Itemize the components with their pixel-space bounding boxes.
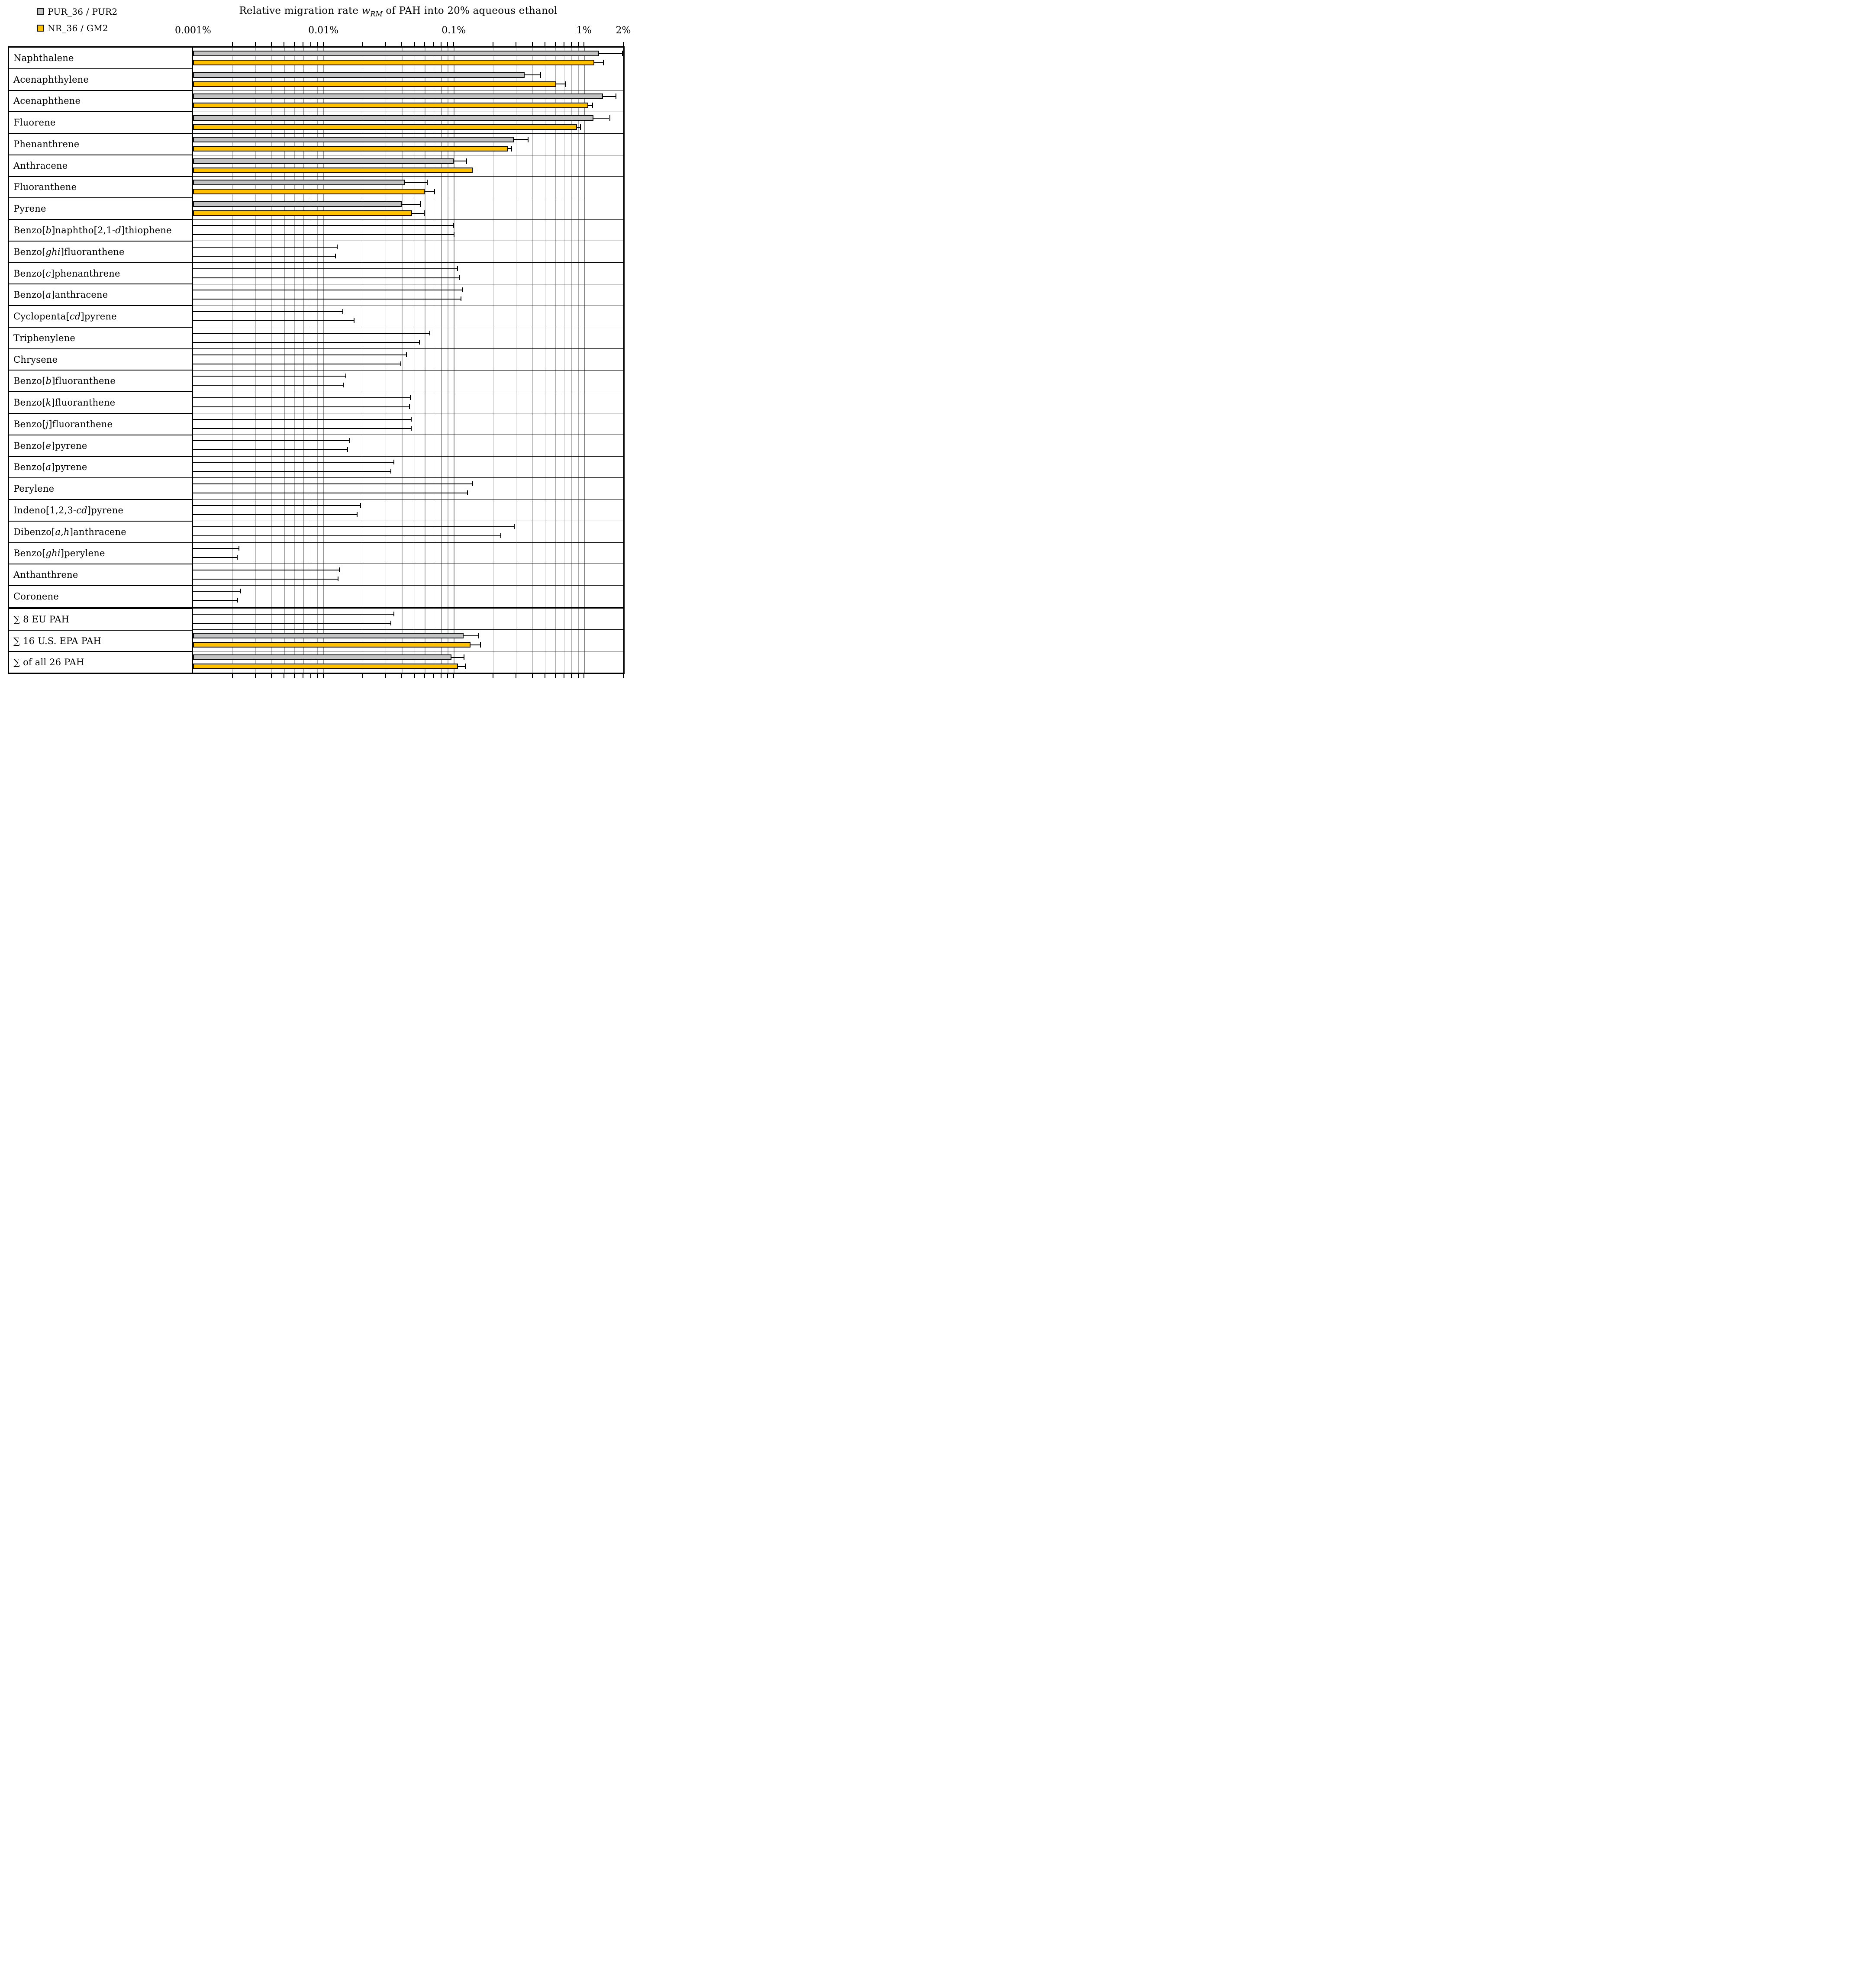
bar-pur36-pur2 bbox=[193, 72, 525, 78]
chart-row bbox=[193, 48, 623, 69]
error-bar bbox=[412, 213, 424, 214]
axis-tick bbox=[441, 674, 442, 678]
axis-tick bbox=[571, 674, 572, 678]
category-label: Benzo[ a ]pyrene bbox=[9, 457, 192, 479]
category-label: Acenaphthene bbox=[9, 91, 192, 113]
chart-row bbox=[193, 349, 623, 371]
category-label: Dibenzo[ a,h ]anthracene bbox=[9, 522, 192, 543]
whisker-line bbox=[193, 385, 343, 386]
category-labels bbox=[9, 48, 193, 673]
whisker-cap bbox=[459, 275, 460, 280]
whisker-line bbox=[193, 505, 360, 506]
whisker-cap bbox=[411, 417, 412, 422]
error-bar bbox=[525, 74, 540, 75]
whisker-line bbox=[193, 557, 237, 558]
error-bar bbox=[464, 635, 478, 636]
axis-tick bbox=[447, 674, 448, 678]
error-bar-cap bbox=[603, 60, 604, 65]
category-label: Cyclopenta[ cd ]pyrene bbox=[9, 306, 192, 328]
error-bar-cap bbox=[424, 210, 425, 216]
error-bar-cap bbox=[622, 51, 623, 56]
whisker-line bbox=[193, 354, 406, 355]
error-bar bbox=[603, 96, 615, 97]
axis-tick bbox=[583, 42, 584, 46]
axis-tick bbox=[310, 674, 311, 678]
legend bbox=[37, 5, 118, 38]
error-bar-cap bbox=[609, 115, 610, 121]
whisker-cap bbox=[500, 533, 501, 538]
bar-pur36-pur2 bbox=[193, 137, 514, 142]
error-bar bbox=[402, 204, 420, 205]
whisker-line bbox=[193, 449, 347, 450]
chart-row bbox=[193, 134, 623, 155]
category-label: Benzo[ e ]pyrene bbox=[9, 435, 192, 457]
chart-row bbox=[193, 306, 623, 328]
axis-tick bbox=[571, 42, 572, 46]
category-label: Chrysene bbox=[9, 349, 192, 371]
whisker-cap bbox=[457, 266, 458, 271]
whisker-line bbox=[193, 406, 409, 407]
whisker-cap bbox=[409, 404, 410, 409]
axis-tick bbox=[453, 674, 454, 678]
axis-tick bbox=[385, 42, 386, 46]
bar-pur36-pur2 bbox=[193, 158, 454, 164]
whisker-cap bbox=[335, 254, 336, 258]
category-label: Benzo[ ghi ]perylene bbox=[9, 543, 192, 565]
error-bar-cap bbox=[466, 158, 467, 164]
axis-tick bbox=[424, 42, 425, 46]
legend-item-label: PUR_36 / PUR2 bbox=[48, 6, 118, 17]
axis-tick bbox=[555, 42, 556, 46]
category-label: ∑ 8 EU PAH bbox=[9, 608, 192, 631]
axis-tick bbox=[232, 42, 233, 46]
bar-pur36-pur2 bbox=[193, 180, 405, 185]
error-bar bbox=[425, 191, 434, 192]
chart-row bbox=[193, 69, 623, 91]
whisker-cap bbox=[410, 395, 411, 400]
whisker-cap bbox=[347, 447, 348, 452]
whisker-cap bbox=[393, 460, 394, 464]
whisker-cap bbox=[406, 352, 407, 357]
chart-row bbox=[193, 327, 623, 349]
error-bar-cap bbox=[465, 664, 466, 669]
whisker-cap bbox=[419, 340, 420, 345]
whisker-line bbox=[193, 548, 239, 549]
axis-tick bbox=[255, 42, 256, 46]
whisker-cap bbox=[342, 309, 343, 314]
whisker-cap bbox=[357, 512, 358, 517]
whisker-cap bbox=[349, 438, 350, 443]
whisker-line bbox=[193, 277, 459, 278]
whisker-cap bbox=[237, 555, 238, 560]
whisker-cap bbox=[237, 598, 238, 603]
legend-swatch bbox=[37, 8, 44, 15]
bar-pur36-pur2 bbox=[193, 93, 603, 99]
axis-tick bbox=[532, 42, 533, 46]
whisker-cap bbox=[390, 469, 391, 474]
category-label: Coronene bbox=[9, 586, 192, 608]
legend-swatch bbox=[37, 25, 44, 32]
bar-pur36-pur2 bbox=[193, 633, 464, 638]
bar-nr36-gm2 bbox=[193, 60, 594, 65]
axis-tick bbox=[532, 674, 533, 678]
plot-area bbox=[193, 48, 623, 673]
axis-tick bbox=[317, 674, 318, 678]
whisker-cap bbox=[429, 331, 430, 335]
x-axis-tick-labels bbox=[175, 25, 631, 38]
axis-tick bbox=[271, 42, 272, 46]
axis-tick bbox=[294, 674, 295, 678]
axis-tick bbox=[424, 674, 425, 678]
x-axis-ticks-bottom bbox=[193, 674, 623, 678]
axis-tick bbox=[441, 42, 442, 46]
chart-row bbox=[193, 521, 623, 543]
chart-row bbox=[193, 499, 623, 521]
error-bar bbox=[471, 644, 480, 645]
axis-tick bbox=[555, 674, 556, 678]
x-axis-tick-label: 0.001% bbox=[175, 25, 211, 36]
error-bar-cap bbox=[592, 103, 593, 108]
category-label: Naphthalene bbox=[9, 48, 192, 69]
chart-row bbox=[193, 586, 623, 607]
error-bar-cap bbox=[528, 137, 529, 142]
whisker-line bbox=[193, 225, 453, 226]
axis-tick bbox=[323, 42, 324, 46]
category-label: Fluoranthene bbox=[9, 177, 192, 199]
error-bar bbox=[588, 105, 592, 106]
chart-row bbox=[193, 457, 623, 478]
whisker-line bbox=[193, 535, 500, 536]
axis-tick bbox=[623, 674, 624, 678]
axis-tick bbox=[255, 674, 256, 678]
category-label: Acenaphthylene bbox=[9, 69, 192, 91]
error-bar bbox=[594, 62, 603, 63]
axis-tick bbox=[317, 42, 318, 46]
axis-tick bbox=[433, 674, 434, 678]
chart-row bbox=[193, 392, 623, 414]
axis-tick bbox=[578, 674, 579, 678]
error-bar bbox=[593, 118, 609, 119]
bar-nr36-gm2 bbox=[193, 168, 473, 173]
whisker-cap bbox=[339, 567, 340, 572]
whisker-cap bbox=[345, 374, 346, 378]
error-bar-cap bbox=[420, 201, 421, 207]
chart-area bbox=[8, 46, 625, 674]
category-label: Benzo[ a ]anthracene bbox=[9, 284, 192, 306]
error-bar bbox=[405, 182, 427, 183]
error-bar-cap bbox=[480, 642, 481, 648]
axis-tick bbox=[578, 42, 579, 46]
category-label: Benzo[ b ]naphtho[2,1- d ]thiophene bbox=[9, 220, 192, 242]
bar-pur36-pur2 bbox=[193, 51, 599, 56]
error-bar bbox=[577, 127, 580, 128]
bar-nr36-gm2 bbox=[193, 189, 425, 194]
error-bar bbox=[599, 53, 622, 54]
whisker-line bbox=[193, 376, 345, 377]
bar-nr36-gm2 bbox=[193, 146, 508, 151]
axis-tick bbox=[433, 42, 434, 46]
whisker-line bbox=[193, 591, 240, 592]
chart-row bbox=[193, 198, 623, 220]
chart-row bbox=[193, 478, 623, 499]
category-label: Anthanthrene bbox=[9, 564, 192, 586]
whisker-cap bbox=[393, 612, 394, 616]
x-axis-tick-label: 0.1% bbox=[442, 25, 466, 36]
axis-tick bbox=[447, 42, 448, 46]
error-bar bbox=[508, 148, 511, 149]
error-bar bbox=[458, 666, 465, 667]
whisker-line bbox=[193, 320, 354, 321]
whisker-line bbox=[193, 333, 429, 334]
title-symbol: $w_{RM}$ bbox=[361, 5, 383, 18]
x-axis-tick-label: 0.01% bbox=[308, 25, 339, 36]
axis-tick bbox=[323, 674, 324, 678]
whisker-cap bbox=[400, 361, 401, 366]
whisker-line bbox=[193, 342, 419, 343]
chart-row bbox=[193, 607, 623, 630]
category-label: Pyrene bbox=[9, 198, 192, 220]
axis-tick bbox=[271, 674, 272, 678]
whisker-line bbox=[193, 440, 349, 441]
error-bar bbox=[451, 657, 464, 658]
category-label: Fluorene bbox=[9, 112, 192, 134]
axis-tick bbox=[294, 42, 295, 46]
whisker-line bbox=[193, 483, 472, 484]
whisker-line bbox=[193, 311, 342, 312]
category-label: Benzo[ k ]fluoranthene bbox=[9, 392, 192, 414]
whisker-cap bbox=[337, 245, 338, 249]
chart-row bbox=[193, 630, 623, 651]
whisker-cap bbox=[514, 524, 515, 529]
error-bar-cap bbox=[478, 633, 479, 638]
error-bar-cap bbox=[427, 180, 428, 185]
whisker-line bbox=[193, 256, 335, 257]
error-bar-cap bbox=[434, 189, 435, 194]
whisker-line bbox=[193, 397, 410, 398]
x-axis-tick-label: 2% bbox=[616, 25, 631, 36]
chart-row bbox=[193, 90, 623, 112]
whisker-cap bbox=[411, 426, 412, 431]
whisker-cap bbox=[354, 318, 355, 323]
bar-nr36-gm2 bbox=[193, 81, 556, 87]
bar-pur36-pur2 bbox=[193, 201, 402, 207]
bar-pur36-pur2 bbox=[193, 115, 593, 121]
axis-tick bbox=[583, 674, 584, 678]
error-bar-cap bbox=[511, 146, 512, 151]
category-label: Perylene bbox=[9, 478, 192, 500]
whisker-line bbox=[193, 579, 338, 580]
axis-tick bbox=[362, 674, 363, 678]
bar-pur36-pur2 bbox=[193, 654, 451, 660]
category-label: Benzo[ j ]fluoranthene bbox=[9, 414, 192, 435]
chart-row bbox=[193, 284, 623, 306]
chart-row bbox=[193, 543, 623, 564]
whisker-line bbox=[193, 247, 337, 248]
axis-tick bbox=[401, 674, 402, 678]
whisker-cap bbox=[343, 383, 344, 387]
category-label: Phenanthrene bbox=[9, 134, 192, 155]
whisker-line bbox=[193, 471, 390, 472]
whisker-line bbox=[193, 428, 411, 429]
category-label: ∑ 16 U.S. EPA PAH bbox=[9, 631, 192, 652]
axis-tick bbox=[232, 674, 233, 678]
category-label: Benzo[ c ]phenanthrene bbox=[9, 263, 192, 285]
chart-row bbox=[193, 413, 623, 435]
chart-title bbox=[182, 5, 615, 18]
chart-row bbox=[193, 220, 623, 242]
error-bar-cap bbox=[565, 81, 566, 87]
whisker-cap bbox=[462, 287, 463, 292]
whisker-line bbox=[193, 462, 393, 463]
legend-item-label: NR_36 / GM2 bbox=[48, 23, 108, 33]
whisker-line bbox=[193, 234, 454, 235]
chart-row bbox=[193, 371, 623, 392]
chart-row bbox=[193, 564, 623, 586]
axis-tick bbox=[623, 42, 624, 46]
axis-tick bbox=[310, 42, 311, 46]
x-axis-tick-label: 1% bbox=[576, 25, 592, 36]
category-label: Benzo[ b ]fluoranthene bbox=[9, 371, 192, 392]
chart-row bbox=[193, 651, 623, 673]
axis-tick bbox=[453, 42, 454, 46]
whisker-line bbox=[193, 299, 461, 300]
whisker-line bbox=[193, 526, 514, 527]
category-label: Indeno[1,2,3- cd ]pyrene bbox=[9, 500, 192, 522]
x-axis-ticks-top bbox=[193, 42, 623, 46]
axis-tick bbox=[362, 42, 363, 46]
whisker-cap bbox=[453, 223, 454, 228]
category-label: Benzo[ ghi ]fluoranthene bbox=[9, 242, 192, 263]
whisker-cap bbox=[472, 481, 473, 486]
bar-nr36-gm2 bbox=[193, 124, 577, 130]
category-label: ∑ of all 26 PAH bbox=[9, 652, 192, 673]
whisker-line bbox=[193, 514, 357, 515]
error-bar bbox=[514, 139, 528, 140]
bar-nr36-gm2 bbox=[193, 664, 458, 669]
category-label: Triphenylene bbox=[9, 328, 192, 349]
chart-row bbox=[193, 177, 623, 198]
chart-row bbox=[193, 435, 623, 457]
whisker-line bbox=[193, 419, 411, 420]
whisker-line bbox=[193, 268, 457, 269]
chart-row bbox=[193, 112, 623, 134]
error-bar-cap bbox=[580, 124, 581, 130]
axis-tick bbox=[385, 674, 386, 678]
whisker-cap bbox=[390, 621, 391, 625]
legend-item bbox=[37, 22, 118, 35]
whisker-cap bbox=[360, 503, 361, 508]
chart-row bbox=[193, 241, 623, 263]
figure bbox=[0, 0, 634, 681]
chart-row bbox=[193, 155, 623, 177]
bar-nr36-gm2 bbox=[193, 210, 412, 216]
title-post: of PAH into 20% aqueous ethanol bbox=[382, 5, 558, 16]
category-label: Anthracene bbox=[9, 155, 192, 177]
bar-nr36-gm2 bbox=[193, 642, 471, 648]
legend-item bbox=[37, 5, 118, 18]
whisker-cap bbox=[240, 589, 241, 593]
whisker-line bbox=[193, 600, 237, 601]
chart-row bbox=[193, 263, 623, 284]
error-bar-cap bbox=[540, 72, 541, 78]
bar-nr36-gm2 bbox=[193, 103, 588, 108]
title-pre: Relative migration rate bbox=[239, 5, 362, 16]
axis-tick bbox=[414, 42, 415, 46]
whisker-line bbox=[193, 623, 390, 624]
axis-tick bbox=[401, 42, 402, 46]
axis-tick bbox=[414, 674, 415, 678]
whisker-cap bbox=[467, 490, 468, 495]
whisker-line bbox=[193, 614, 393, 615]
